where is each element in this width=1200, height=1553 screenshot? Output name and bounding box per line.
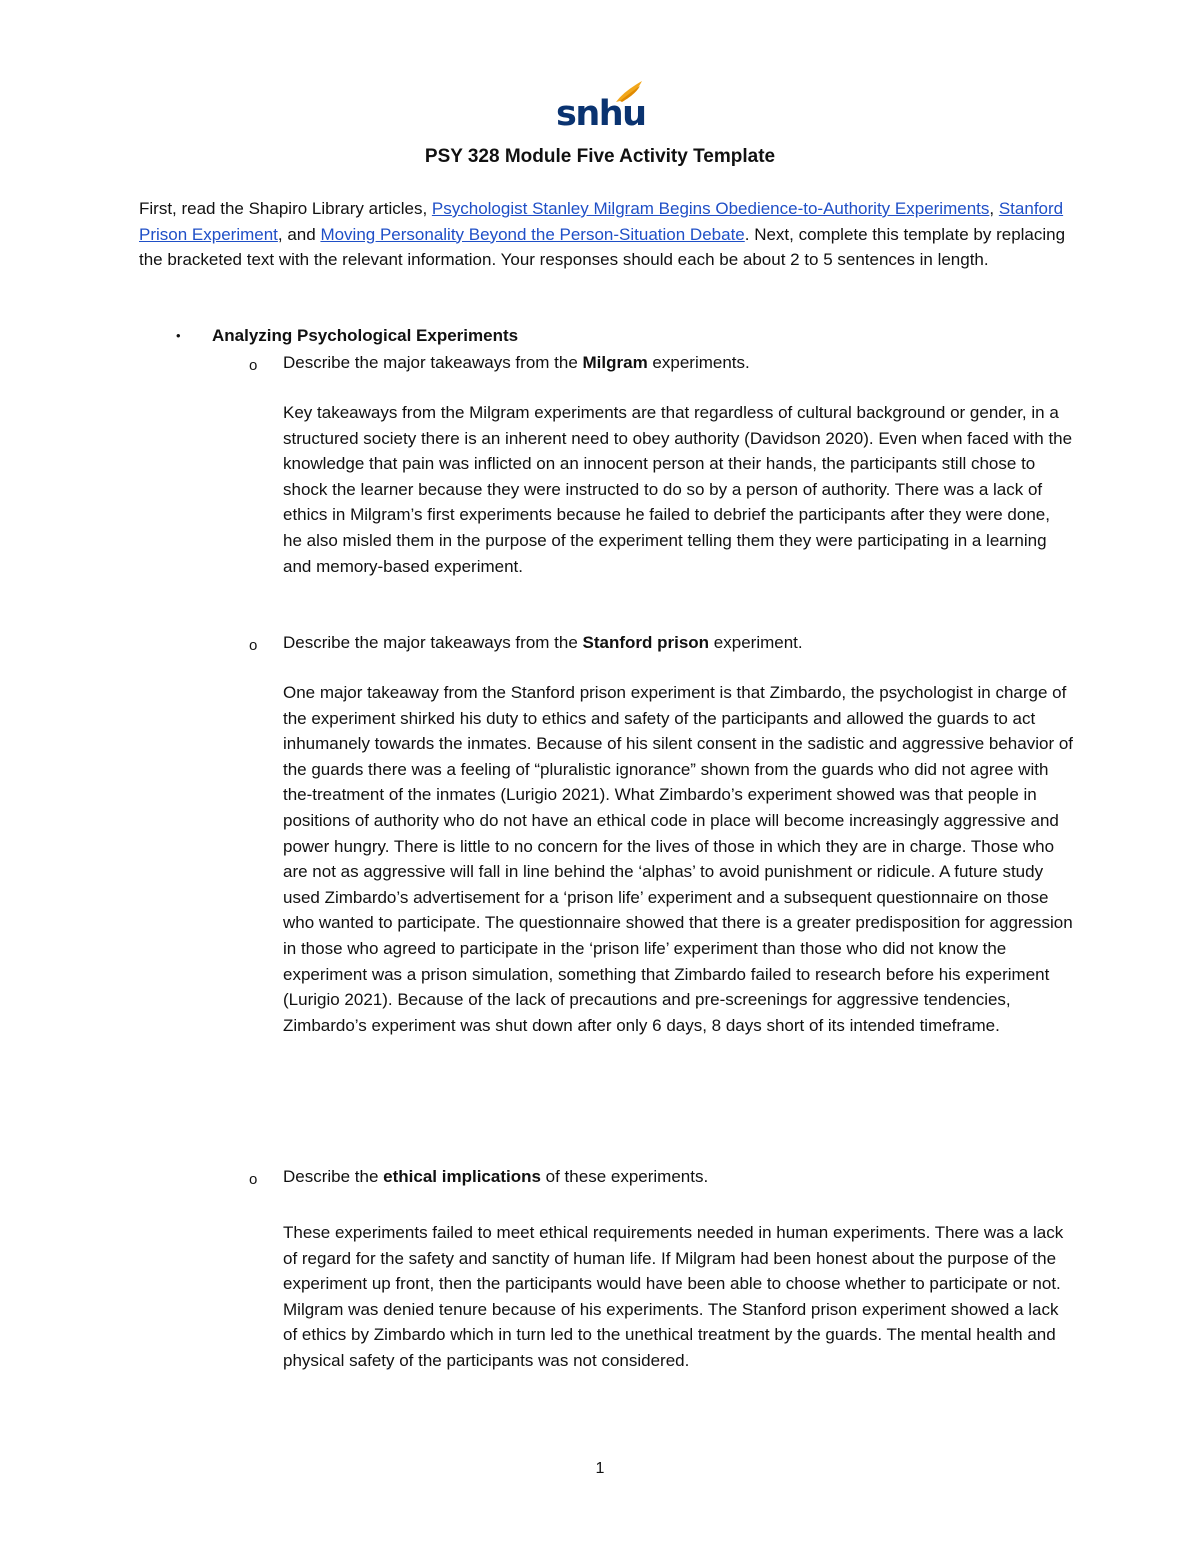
intro-text: . Next, complete this template by replacing the bracketed text with the relevant information. Your responses should each be about 2 to 5 sentences in length.: [139, 224, 1066, 270]
intro-text: First, read the Shapiro Library articles,: [139, 199, 432, 218]
logo-text: snhu: [556, 94, 646, 134]
list-marker: o: [249, 637, 258, 654]
section-label: Analyzing Psychological Experiments: [212, 326, 519, 345]
list-marker: o: [249, 1171, 258, 1188]
intro-text: ,: [989, 199, 999, 218]
snhu-logo: [556, 80, 646, 132]
document-title: PSY 328 Module Five Activity Template: [424, 146, 776, 167]
question-text: Describe the major takeaways from the Milgram experiments.: [283, 353, 750, 372]
answer-milgram: Key takeaways from the Milgram experiments are that regardless of cultural background or gender, in a structured society there is an inherent need to obey authority (Davidson 2020). Even when faced with the knowledge that pain was inflicted on an innocent person at their hands, the participants still chose to shock the learner because they were instructed to do so by a person of authority. There was a lack of ethics in Milgram’s first experiments because he failed to debrief the participants after they were done, he also misled them in the purpose of the experiment telling them they were participating in a learning and memory-based experiment.: [283, 403, 1073, 576]
question-emphasis: Stanford prison: [582, 633, 710, 652]
link-personality-article[interactable]: Moving Personality Beyond the Person-Situation Debate: [320, 224, 745, 244]
link-milgram-article[interactable]: Psychologist Stanley Milgram Begins Obedience-to-Authority Experiments: [431, 199, 990, 218]
bullet-icon: •: [176, 328, 181, 343]
question-emphasis: Milgram: [582, 353, 648, 372]
page-number: 1: [595, 1460, 605, 1477]
list-marker: o: [249, 357, 258, 374]
answer-stanford: One major takeaway from the Stanford prison experiment is that Zimbardo, the psychologist in charge of the experiment shirked his duty to ethics and safety of the participants and allowed the guards to act inhumanely towards the inmates. Because of his silent consent in the sadistic and aggressive behavior of the guards there was a feeling of “pluralistic ignorance” shown from the guards who did not agree with the-treatment of the inmates (Lurigio 2021). What Zimbardo’s experiment showed was that people in positions of authority who do not have an ethical code in place will become increasingly aggressive and power hungry. There is little to no concern for the lives of those in which they are in charge. Those who are not as aggressive will fall in line behind the ‘alphas’ to avoid punishment or ridicule. A future study used Zimbardo’s advertisement for a ‘prison life’ experiment and a subsequent questionnaire on those who wanted to participate. The questionnaire showed that there is a greater predisposition for aggression in those who agreed to participate in the ‘prison life’ experiment than those who did not know the experiment was a prison simulation, something that Zimbardo failed to research before his experiment (Lurigio 2021). Because of the lack of precautions and pre-screenings for aggressive tendencies, Zimbardo’s experiment was shut down after only 6 days, 8 days short of its intended timeframe.: [283, 683, 1074, 1035]
question-text: Describe the major takeaways from the Stanford prison experiment.: [283, 633, 803, 652]
question-text: Describe the ethical implications of these experiments.: [283, 1167, 709, 1186]
link-stanford-article[interactable]: Stanford Prison Experiment: [139, 199, 1064, 244]
question-emphasis: ethical implications: [383, 1167, 541, 1186]
intro-paragraph: [139, 196, 1069, 273]
answer-ethics: These experiments failed to meet ethical requirements needed in human experiments. There was a lack of regard for the safety and sanctity of human life. If Milgram had been honest about the purpose of the experiment up front, then the participants would have been able to choose whether to participate or not. Milgram was denied tenure because of his experiments. The Stanford prison experiment showed a lack of ethics by Zimbardo which in turn led to the unethical treatment by the guards. The mental health and physical safety of the participants was not considered.: [283, 1223, 1064, 1370]
intro-text: , and: [277, 224, 321, 244]
